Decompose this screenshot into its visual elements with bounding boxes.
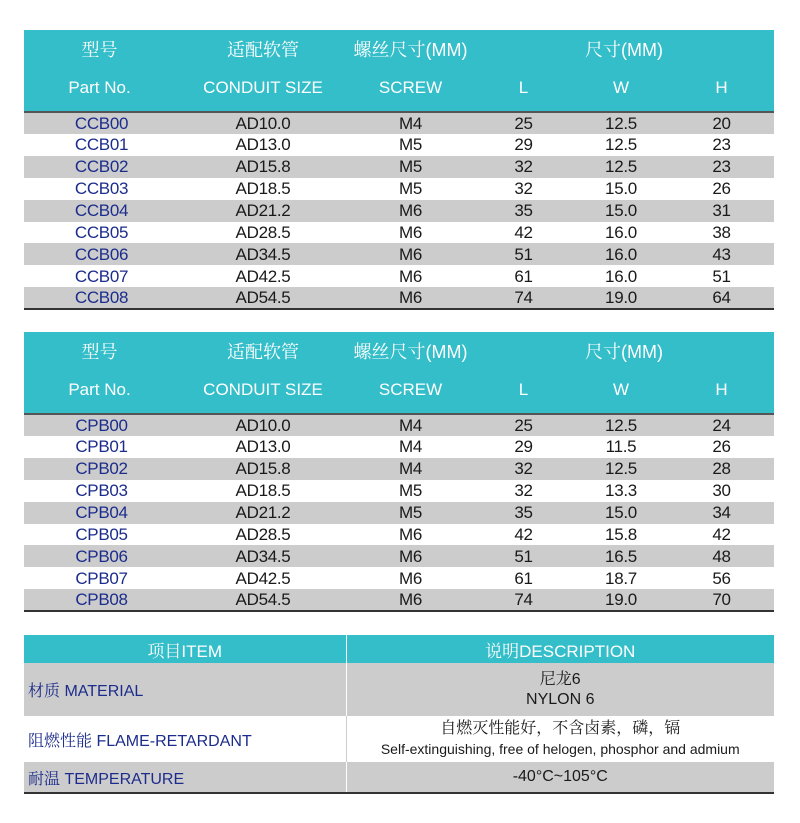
part-no-cell: CPB00 xyxy=(24,414,179,436)
conduit-size-cell: AD13.0 xyxy=(179,134,347,156)
part-no-cell: CPB04 xyxy=(24,502,179,524)
conduit-size-cell: AD28.5 xyxy=(179,524,347,546)
header-conduit-size: CONDUIT SIZE xyxy=(179,68,347,112)
table-row xyxy=(24,436,774,458)
part-no-cell: CCB08 xyxy=(24,287,179,309)
header-screw-cn: 螺丝尺寸(MM) xyxy=(347,332,474,370)
screw-cell: M6 xyxy=(347,524,474,546)
cpb-table-body xyxy=(24,414,774,611)
width-cell: 12.5 xyxy=(573,414,669,436)
header-part-no: Part No. xyxy=(24,370,179,414)
material-desc-en: NYLON 6 xyxy=(526,690,595,708)
height-cell: 56 xyxy=(669,567,774,589)
header-size-cn: 尺寸(MM) xyxy=(474,332,774,370)
length-cell: 61 xyxy=(474,265,573,287)
conduit-size-cell: AD18.5 xyxy=(179,178,347,200)
table-row xyxy=(24,134,774,156)
table-row xyxy=(24,545,774,567)
length-cell: 74 xyxy=(474,589,573,611)
width-cell: 11.5 xyxy=(573,436,669,458)
height-cell: 23 xyxy=(669,134,774,156)
table-row xyxy=(24,200,774,222)
length-cell: 32 xyxy=(474,458,573,480)
table-row xyxy=(24,265,774,287)
temperature-description: -40°C~105°C xyxy=(346,762,774,793)
header-h: H xyxy=(669,68,774,112)
material-description xyxy=(346,663,774,716)
screw-cell: M4 xyxy=(347,414,474,436)
length-cell: 29 xyxy=(474,436,573,458)
part-no-cell: CPB01 xyxy=(24,436,179,458)
length-cell: 25 xyxy=(474,414,573,436)
header-h: H xyxy=(669,370,774,414)
conduit-size-cell: AD34.5 xyxy=(179,545,347,567)
temperature-label: 耐温 TEMPERATURE xyxy=(24,762,346,793)
length-cell: 32 xyxy=(474,156,573,178)
part-no-cell: CPB06 xyxy=(24,545,179,567)
part-no-cell: CCB02 xyxy=(24,156,179,178)
table-row xyxy=(24,156,774,178)
part-no-cell: CPB08 xyxy=(24,589,179,611)
conduit-size-cell: AD42.5 xyxy=(179,265,347,287)
flame-retardant-description xyxy=(346,716,774,762)
length-cell: 29 xyxy=(474,134,573,156)
ccb-spec-table xyxy=(24,30,774,310)
height-cell: 51 xyxy=(669,265,774,287)
conduit-size-cell: AD54.5 xyxy=(179,287,347,309)
table-row xyxy=(24,567,774,589)
length-cell: 32 xyxy=(474,480,573,502)
header-l: L xyxy=(474,370,573,414)
header-model-cn: 型号 xyxy=(24,30,179,68)
width-cell: 16.0 xyxy=(573,222,669,244)
header-conduit-size: CONDUIT SIZE xyxy=(179,370,347,414)
conduit-size-cell: AD15.8 xyxy=(179,458,347,480)
screw-cell: M4 xyxy=(347,112,474,134)
part-no-cell: CCB01 xyxy=(24,134,179,156)
width-cell: 15.8 xyxy=(573,524,669,546)
width-cell: 15.0 xyxy=(573,178,669,200)
cpb-spec-table xyxy=(24,332,774,612)
height-cell: 64 xyxy=(669,287,774,309)
height-cell: 20 xyxy=(669,112,774,134)
header-conduit-cn: 适配软管 xyxy=(179,332,347,370)
header-conduit-cn: 适配软管 xyxy=(179,30,347,68)
material-label: 材质 MATERIAL xyxy=(24,663,346,716)
width-cell: 19.0 xyxy=(573,589,669,611)
header-w: W xyxy=(573,370,669,414)
screw-cell: M6 xyxy=(347,265,474,287)
height-cell: 48 xyxy=(669,545,774,567)
flame-retardant-label: 阻燃性能 FLAME-RETARDANT xyxy=(24,716,346,762)
length-cell: 35 xyxy=(474,200,573,222)
table-row xyxy=(24,524,774,546)
conduit-size-cell: AD34.5 xyxy=(179,243,347,265)
height-cell: 23 xyxy=(669,156,774,178)
part-no-cell: CPB07 xyxy=(24,567,179,589)
screw-cell: M4 xyxy=(347,458,474,480)
height-cell: 26 xyxy=(669,436,774,458)
table-row xyxy=(24,178,774,200)
height-cell: 42 xyxy=(669,524,774,546)
conduit-size-cell: AD28.5 xyxy=(179,222,347,244)
table-row xyxy=(24,502,774,524)
width-cell: 15.0 xyxy=(573,502,669,524)
length-cell: 42 xyxy=(474,524,573,546)
width-cell: 12.5 xyxy=(573,134,669,156)
screw-cell: M5 xyxy=(347,178,474,200)
part-no-cell: CPB03 xyxy=(24,480,179,502)
screw-cell: M5 xyxy=(347,480,474,502)
conduit-size-cell: AD10.0 xyxy=(179,414,347,436)
screw-cell: M6 xyxy=(347,545,474,567)
screw-cell: M6 xyxy=(347,222,474,244)
conduit-size-cell: AD21.2 xyxy=(179,200,347,222)
conduit-size-cell: AD18.5 xyxy=(179,480,347,502)
conduit-size-cell: AD10.0 xyxy=(179,112,347,134)
screw-cell: M6 xyxy=(347,567,474,589)
width-cell: 16.0 xyxy=(573,265,669,287)
table-row xyxy=(24,112,774,134)
length-cell: 51 xyxy=(474,243,573,265)
screw-cell: M6 xyxy=(347,589,474,611)
height-cell: 38 xyxy=(669,222,774,244)
header-part-no: Part No. xyxy=(24,68,179,112)
part-no-cell: CCB03 xyxy=(24,178,179,200)
table-row xyxy=(24,480,774,502)
screw-cell: M4 xyxy=(347,436,474,458)
ccb-table-body xyxy=(24,112,774,309)
header-screw-cn: 螺丝尺寸(MM) xyxy=(347,30,474,68)
screw-cell: M6 xyxy=(347,287,474,309)
width-cell: 13.3 xyxy=(573,480,669,502)
part-no-cell: CCB04 xyxy=(24,200,179,222)
header-screw: SCREW xyxy=(347,370,474,414)
height-cell: 26 xyxy=(669,178,774,200)
temperature-row xyxy=(24,762,774,793)
screw-cell: M5 xyxy=(347,502,474,524)
table-row xyxy=(24,243,774,265)
header-w: W xyxy=(573,68,669,112)
height-cell: 24 xyxy=(669,414,774,436)
conduit-size-cell: AD54.5 xyxy=(179,589,347,611)
part-no-cell: CCB07 xyxy=(24,265,179,287)
height-cell: 30 xyxy=(669,480,774,502)
conduit-size-cell: AD21.2 xyxy=(179,502,347,524)
length-cell: 51 xyxy=(474,545,573,567)
header-l: L xyxy=(474,68,573,112)
material-desc-cn: 尼龙6 xyxy=(539,670,581,688)
conduit-size-cell: AD13.0 xyxy=(179,436,347,458)
height-cell: 34 xyxy=(669,502,774,524)
table-row xyxy=(24,222,774,244)
width-cell: 12.5 xyxy=(573,156,669,178)
part-no-cell: CCB06 xyxy=(24,243,179,265)
header-item: 项目ITEM xyxy=(24,635,346,663)
length-cell: 35 xyxy=(474,502,573,524)
part-no-cell: CCB05 xyxy=(24,222,179,244)
length-cell: 74 xyxy=(474,287,573,309)
length-cell: 61 xyxy=(474,567,573,589)
part-no-cell: CPB05 xyxy=(24,524,179,546)
width-cell: 12.5 xyxy=(573,112,669,134)
length-cell: 42 xyxy=(474,222,573,244)
material-row xyxy=(24,663,774,716)
table-row xyxy=(24,589,774,611)
height-cell: 28 xyxy=(669,458,774,480)
table-row xyxy=(24,414,774,436)
width-cell: 19.0 xyxy=(573,287,669,309)
conduit-size-cell: AD15.8 xyxy=(179,156,347,178)
screw-cell: M5 xyxy=(347,156,474,178)
material-table xyxy=(24,635,774,794)
width-cell: 16.0 xyxy=(573,243,669,265)
header-screw: SCREW xyxy=(347,68,474,112)
width-cell: 16.5 xyxy=(573,545,669,567)
screw-cell: M5 xyxy=(347,134,474,156)
length-cell: 25 xyxy=(474,112,573,134)
header-description: 说明DESCRIPTION xyxy=(346,635,774,663)
width-cell: 15.0 xyxy=(573,200,669,222)
screw-cell: M6 xyxy=(347,243,474,265)
height-cell: 70 xyxy=(669,589,774,611)
flame-retardant-desc-cn: 自燃灭性能好，不含卤素，磷，镉 xyxy=(440,720,681,737)
flame-retardant-row xyxy=(24,716,774,762)
table-row xyxy=(24,287,774,309)
height-cell: 31 xyxy=(669,200,774,222)
width-cell: 12.5 xyxy=(573,458,669,480)
table-row xyxy=(24,458,774,480)
length-cell: 32 xyxy=(474,178,573,200)
header-size-cn: 尺寸(MM) xyxy=(474,30,774,68)
width-cell: 18.7 xyxy=(573,567,669,589)
screw-cell: M6 xyxy=(347,200,474,222)
flame-retardant-desc-en: Self-extinguishing, free of helogen, phosphor and admium xyxy=(380,741,740,757)
part-no-cell: CCB00 xyxy=(24,112,179,134)
height-cell: 43 xyxy=(669,243,774,265)
conduit-size-cell: AD42.5 xyxy=(179,567,347,589)
header-model-cn: 型号 xyxy=(24,332,179,370)
part-no-cell: CPB02 xyxy=(24,458,179,480)
